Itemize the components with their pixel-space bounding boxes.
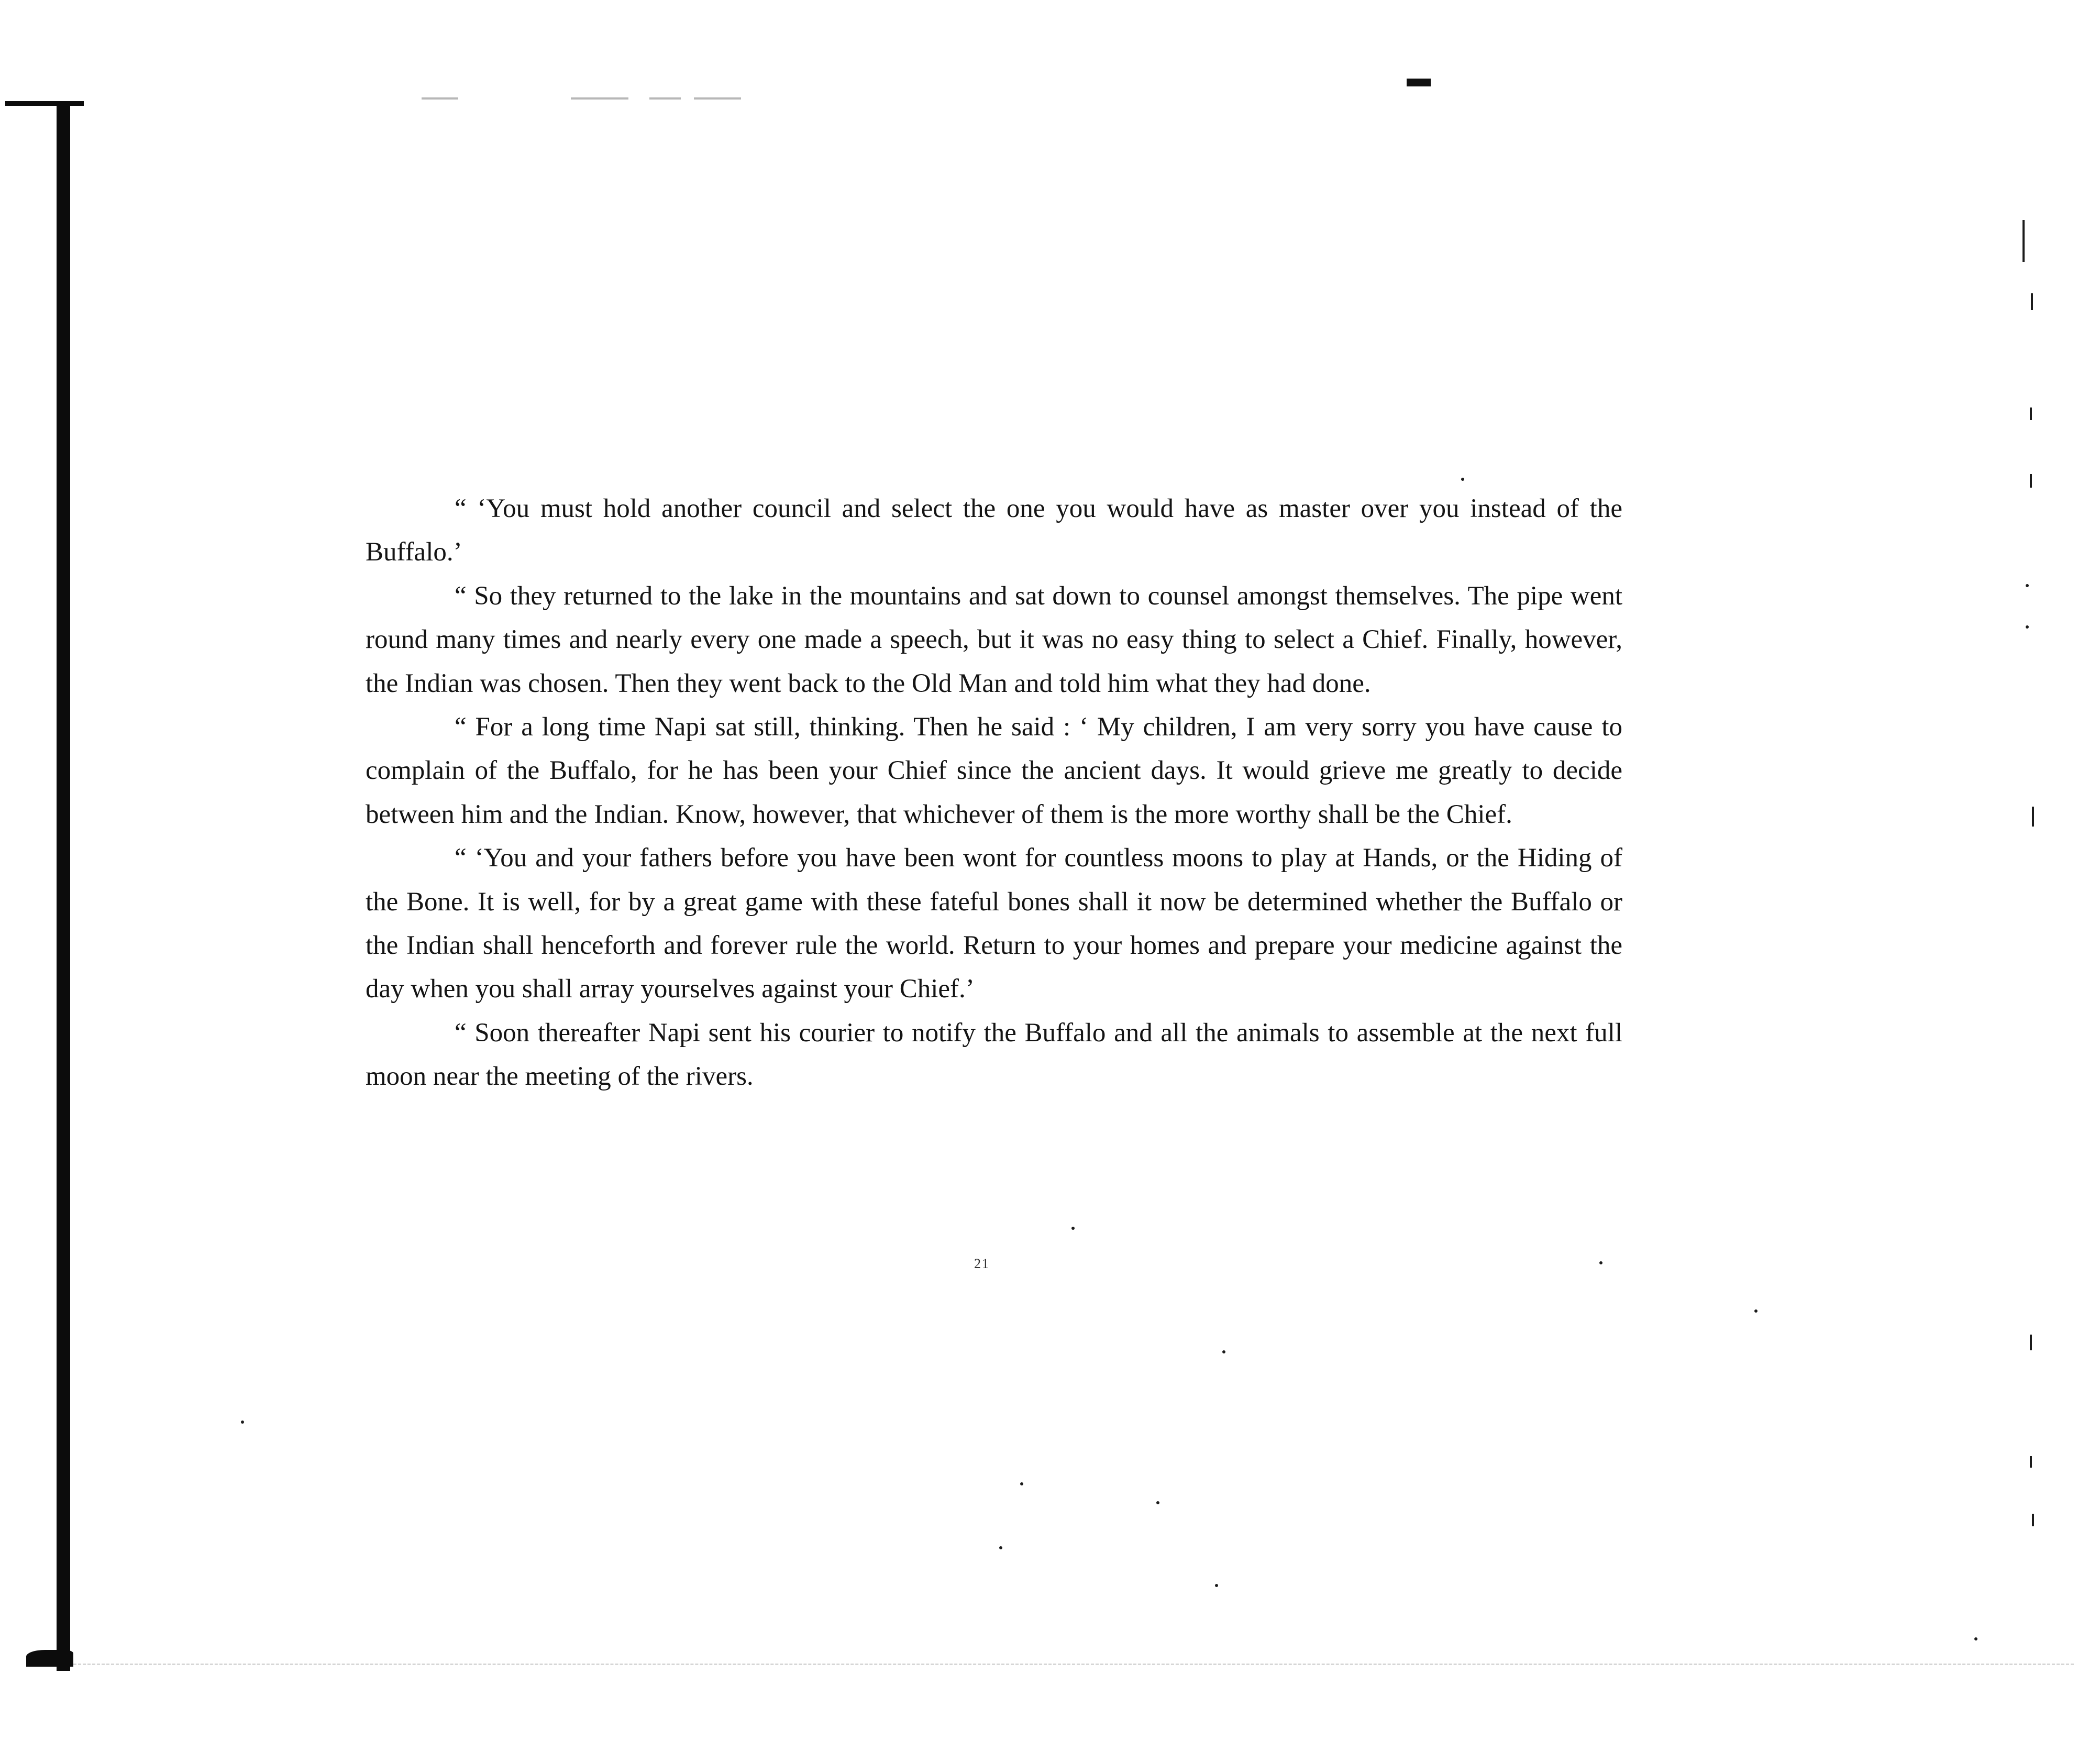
scan-dash [694,97,741,100]
scan-speck [1974,1637,1977,1640]
scan-mark [1407,79,1431,86]
scan-speck [2026,584,2029,587]
page-number: 21 [974,1256,990,1271]
scan-speck [1461,478,1464,481]
scan-mark [2022,220,2025,262]
scan-mark [2030,408,2032,420]
scan-dash [422,97,458,100]
paragraph: “ ‘You must hold another council and select the one you would have as master over you instead of the Buffalo.’ [366,494,1622,567]
binding-edge-rule [57,105,70,1671]
scan-mark [2032,1514,2034,1526]
scan-speck [1020,1482,1023,1485]
paragraph: “ For a long time Napi sat still, thinking. Then he said : ‘ My children, I am very sorry you have cause to complain of the Buffalo, for he has been your Chief since the ancient days. It would grieve me greatly to decide between him and the Indian. Know, however, that whichever of them is the more worthy shall be the Chief. [366,712,1622,829]
scan-mark [2032,807,2034,827]
scan-mark [2031,293,2033,310]
scan-speck [1071,1227,1075,1230]
paragraph: “ Soon thereafter Napi sent his courier to notify the Buffalo and all the animals to assemble at the next full moon near the meeting of the rivers. [366,1018,1622,1092]
scan-mark [2030,474,2032,488]
scan-mark [2030,1456,2032,1468]
paragraph: “ So they returned to the lake in the mountains and sat down to counsel amongst themselves. The pipe went round many times and nearly every one made a speech, but it was no easy thing to select a Chief. Finally, however, the Indian was chosen. Then they went back to the Old Man and told him what they had done. [366,581,1622,698]
page-text [366,487,1622,1099]
scan-mark [2030,1335,2032,1350]
scan-speck [241,1420,244,1424]
scan-speck [1599,1261,1602,1264]
page-bottom-edge [73,1664,2074,1665]
scan-speck [1156,1501,1159,1504]
paragraph: “ ‘You and your fathers before you have been wont for countless moons to play at Hands, or the Hiding of the Bone. It is well, for by a great game with these fateful bones shall it now be determined whether the Buffalo or the Indian shall henceforth and forever rule the world. Return to your homes and prepare your medicine against the day when you shall array yourselves against your Chief.’ [366,843,1622,1004]
scan-dash [649,97,681,100]
binding-edge-top [5,101,84,106]
scan-speck [1222,1350,1225,1353]
scan-speck [1215,1584,1218,1587]
binding-edge-foot [26,1650,73,1667]
scan-dash [571,97,628,100]
scan-speck [999,1546,1002,1549]
scan-speck [1754,1309,1758,1313]
scan-speck [2026,625,2029,629]
